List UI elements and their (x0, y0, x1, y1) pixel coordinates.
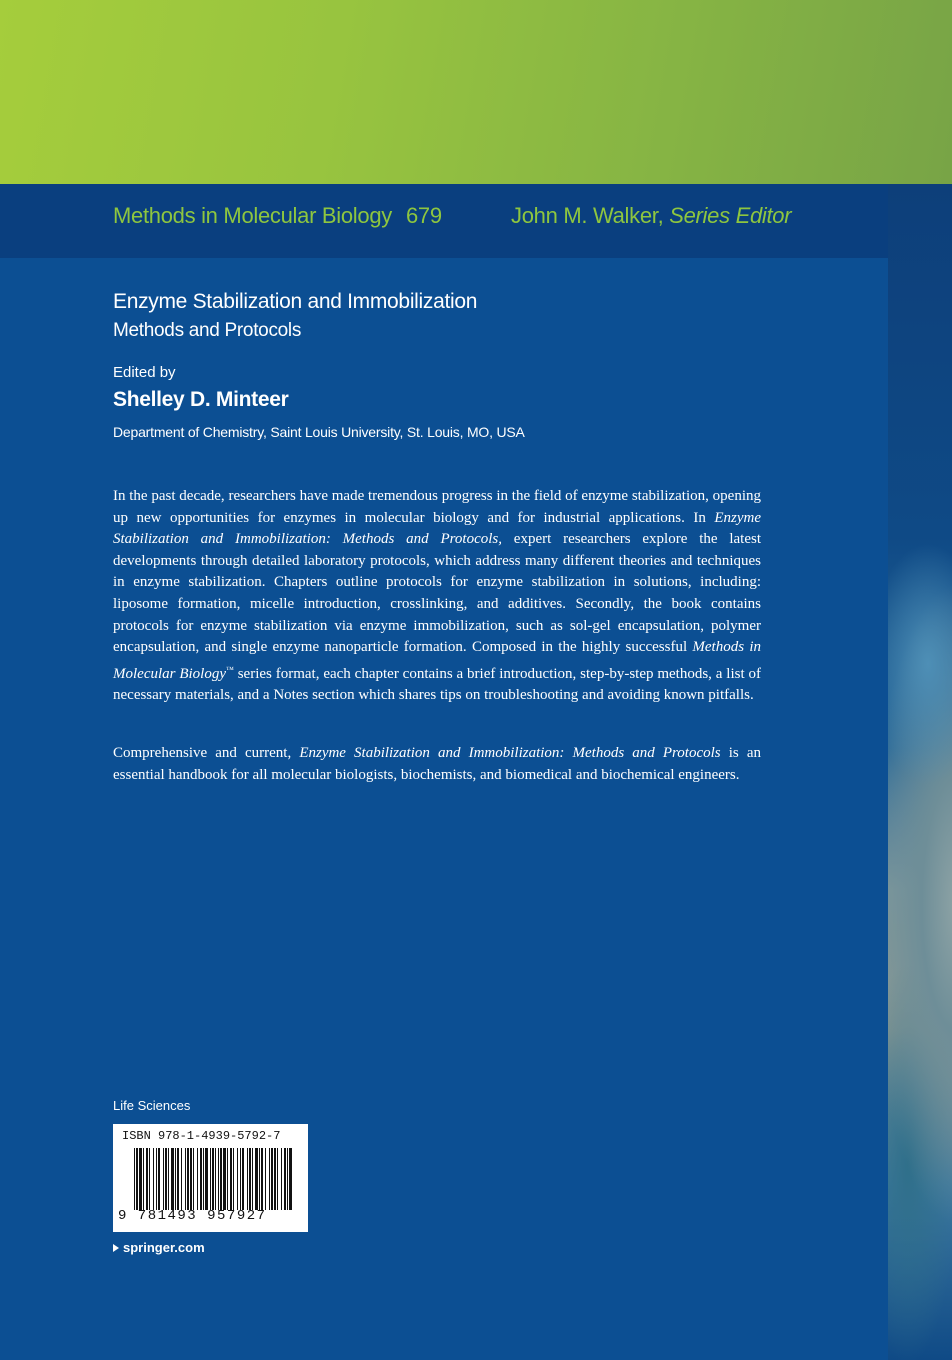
edited-by-label: Edited by (113, 364, 176, 381)
trademark-symbol: ™ (226, 664, 234, 674)
blurb-text: Comprehensive and current, (113, 745, 300, 761)
website-label: springer.com (123, 1240, 205, 1255)
cover-artwork-strip (888, 184, 952, 1360)
blurb-text: expert researchers explore the latest developments through detailed laboratory protocols, which address many different theories and techniques in enzyme stabilization. Chapters outline protocols for enzyme stabilization in solutions, including: liposome formation, micelle introduction, crosslinking, and additives. Secondly, the book contains protocols for enzyme stabilization via enzyme immobilization, such as sol-gel encapsulation, polymer encapsulation, and single enzyme nanoparticle formation. Composed in the highly successful (113, 531, 761, 656)
series-title (113, 203, 442, 229)
arrow-right-icon (113, 1244, 119, 1252)
top-color-band (0, 0, 952, 184)
blurb-text: series format, each chapter contains a brief introduction, step-by-step methods, a list of necessary materials, and a Notes section which shares tips on troubleshooting and avoiding known pitfalls. (113, 665, 762, 704)
description-paragraph-1 (113, 486, 761, 707)
series-name: Methods in Molecular Biology (113, 203, 392, 228)
series-number: 679 (405, 203, 442, 228)
book-subtitle: Methods and Protocols (113, 320, 302, 341)
blurb-text: In the past decade, researchers have made tremendous progress in the field of enzyme stabilization, opening up new opportunities for enzymes in molecular biology and for industrial applications. In (113, 488, 761, 526)
blurb-series-name: Methods in Molecular Biology (113, 639, 761, 682)
isbn-barcode (113, 1124, 308, 1232)
series-editor (511, 203, 791, 229)
barcode-digits: 9 781493 957927 (118, 1208, 267, 1224)
blurb-book-title: Enzyme Stabilization and Immobilization: Methods and Protocols (299, 745, 721, 761)
series-editor-role: Series Editor (669, 203, 792, 228)
series-editor-name: John M. Walker, (511, 203, 670, 228)
isbn-label: ISBN 978-1-4939-5792-7 (122, 1129, 281, 1143)
book-title: Enzyme Stabilization and Immobilization (113, 290, 478, 313)
book-editor-name: Shelley D. Minteer (113, 388, 289, 411)
publisher-website[interactable] (113, 1240, 205, 1255)
barcode-bars (134, 1148, 294, 1210)
blurb-book-title: Enzyme Stabilization and Immobilization: Methods and Protocols, (113, 509, 761, 548)
description-paragraph-2 (113, 743, 761, 786)
blurb-text: is an essential handbook for all molecular biologists, biochemists, and biomedical and biochemical engineers. (113, 745, 761, 783)
subject-category: Life Sciences (113, 1098, 191, 1113)
editor-affiliation: Department of Chemistry, Saint Louis University, St. Louis, MO, USA (113, 424, 525, 440)
